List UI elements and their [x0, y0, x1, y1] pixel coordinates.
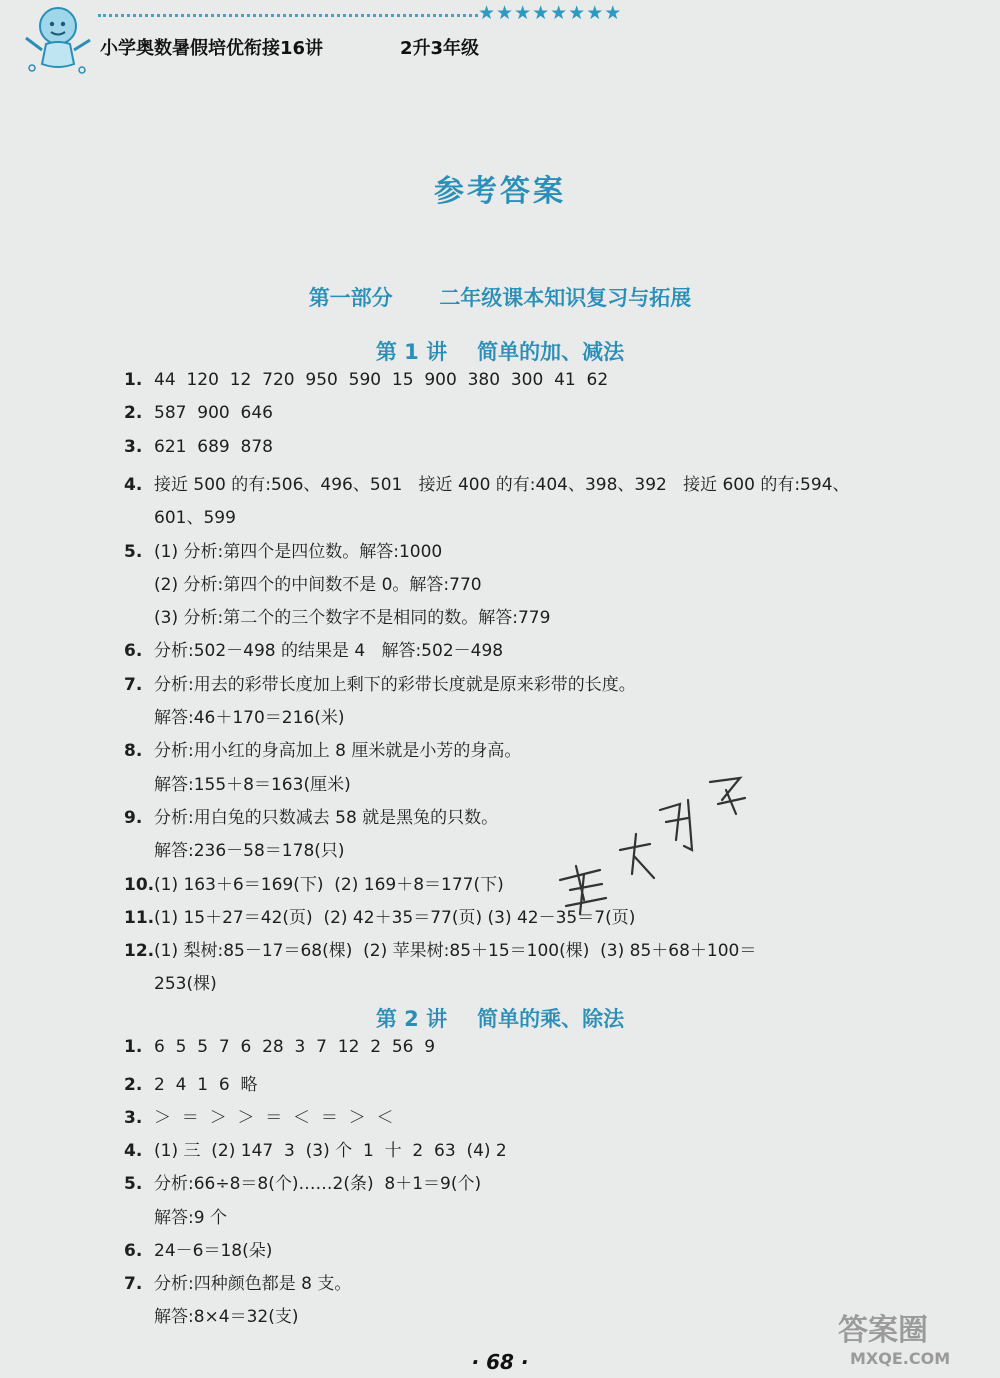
answer-line [124, 1302, 299, 1327]
answer-number: 12. [124, 941, 155, 962]
answer-number: 4. [124, 1141, 143, 1162]
answer-text: (3) 分析:第二个的三个数字不是相同的数。解答:779 [154, 608, 551, 629]
answer-line [124, 370, 608, 390]
watermark-url: MXQE.COM [850, 1349, 951, 1368]
answer-text: ＞ ＝ ＞ ＞ ＝ ＜ ＝ ＞ ＜ [154, 1108, 394, 1129]
answer-line [124, 1269, 351, 1294]
book-title: 小学奥数暑假培优衔接16讲 [100, 38, 324, 59]
answer-line [124, 1169, 481, 1194]
answer-number: 7. [124, 1273, 143, 1294]
watermark-mark: 答案圈 [838, 1313, 928, 1348]
answer-line [124, 1236, 272, 1261]
answer-line [124, 603, 550, 628]
answer-number: 7. [124, 674, 143, 695]
answer-text: (1) 15＋27＝42(页) (2) 42＋35＝77(页) (3) 42－35＝7(页) [154, 907, 636, 928]
answer-text: 6 5 5 7 6 28 3 7 12 2 56 9 [154, 1037, 436, 1057]
mascot-logo-icon [18, 0, 96, 78]
answer-line [124, 437, 273, 457]
answer-line [124, 570, 482, 595]
answer-line [124, 503, 236, 528]
answer-line [124, 1070, 258, 1095]
answer-number: 4. [124, 474, 143, 495]
answer-number: 6. [124, 641, 143, 662]
answer-text: 24－6＝18(朵) [154, 1240, 273, 1261]
answer-text: 分析:用去的彩带长度加上剩下的彩带长度就是原来彩带的长度。 [154, 674, 636, 695]
answer-text: 253(棵) [154, 974, 217, 995]
answer-line [124, 803, 498, 828]
part-label: 第一部分 [308, 286, 393, 310]
handwritten-note [540, 770, 760, 920]
answer-number: 9. [124, 807, 143, 828]
answer-text: 解答:8×4＝32(支) [154, 1306, 299, 1327]
answer-line [124, 836, 345, 861]
part-heading [0, 282, 1000, 312]
answer-line [124, 403, 273, 423]
watermark-logo [832, 1310, 992, 1370]
answer-text: 2 4 1 6 略 [154, 1075, 258, 1096]
answer-number: 5. [124, 1174, 143, 1195]
answer-text: 621 689 878 [154, 436, 273, 457]
answer-line [124, 470, 850, 495]
lesson-2-title: 简单的乘、除法 [477, 1007, 625, 1031]
answer-line [124, 703, 345, 728]
grade-label: 2升3年级 [400, 38, 480, 59]
answer-line [124, 1203, 227, 1228]
answer-text: 解答:155＋8＝163(厘米) [154, 774, 351, 795]
lesson-1-heading [0, 336, 1000, 366]
lesson-2-heading [0, 1003, 1000, 1033]
answer-number: 2. [124, 403, 143, 424]
answer-line [124, 936, 756, 961]
answer-text: 分析:四种颜色都是 8 支。 [154, 1273, 352, 1294]
answer-line [124, 537, 442, 562]
page-header [0, 0, 1000, 80]
header-stars: ★★★★★★★★ [478, 2, 623, 24]
answer-text: (1) 梨树:85－17＝68(棵) (2) 苹果树:85＋15＝100(棵) (3) 85＋68＋100＝ [154, 941, 757, 962]
answer-text: 587 900 646 [154, 403, 273, 424]
part-title: 二年级课本知识复习与拓展 [439, 286, 692, 310]
answer-text: 44 120 12 720 950 590 15 900 380 300 41 62 [154, 370, 609, 390]
lesson-1-title: 简单的加、减法 [477, 340, 625, 364]
answer-line [124, 1037, 435, 1057]
answer-text: (1) 三 (2) 147 3 (3) 个 1 十 2 63 (4) 2 [154, 1141, 507, 1162]
answer-line [124, 736, 521, 761]
answer-number: 11. [124, 907, 155, 928]
answer-number: 3. [124, 1108, 143, 1129]
answer-line [124, 770, 351, 795]
answer-number: 10. [124, 874, 155, 895]
header-dotted-line [98, 14, 478, 17]
answer-line [124, 969, 217, 994]
answer-line [124, 1136, 507, 1161]
answer-number: 5. [124, 541, 143, 562]
lesson-1-number: 第 1 讲 [375, 340, 448, 364]
answer-text: 解答:9 个 [154, 1207, 227, 1228]
answer-text: 分析:502－498 的结果是 4 解答:502－498 [154, 641, 504, 662]
answer-text: 接近 500 的有:506、496、501 接近 400 的有:404、398、392 接近 600 的有:594、 [154, 474, 850, 495]
answer-number: 1. [124, 1037, 143, 1057]
answer-text: (1) 163＋6＝169(下) (2) 169＋8＝177(下) [154, 874, 504, 895]
answer-line [124, 1103, 393, 1128]
answer-text: 601、599 [154, 508, 236, 529]
answer-number: 6. [124, 1240, 143, 1261]
answer-text: 分析:66÷8＝8(个)……2(条) 8＋1＝9(个) [154, 1174, 482, 1195]
answer-text: 解答:46＋170＝216(米) [154, 708, 345, 728]
answer-text: 解答:236－58＝178(只) [154, 841, 345, 862]
page-title: 参考答案 [434, 174, 566, 209]
answer-text: (1) 分析:第四个是四位数。解答:1000 [154, 541, 443, 562]
answer-text: 分析:用小红的身高加上 8 厘米就是小芳的身高。 [154, 741, 522, 762]
answer-line [124, 636, 503, 661]
answer-number: 3. [124, 436, 143, 457]
answer-number: 2. [124, 1075, 143, 1096]
answer-line [124, 870, 504, 895]
answer-line [124, 670, 636, 695]
answer-number: 1. [124, 370, 143, 390]
answer-number: 8. [124, 741, 143, 762]
page-number: · 68 · [471, 1350, 529, 1374]
answer-text: 分析:用白兔的只数减去 58 就是黑兔的只数。 [154, 807, 499, 828]
lesson-2-number: 第 2 讲 [375, 1007, 448, 1031]
answer-text: (2) 分析:第四个的中间数不是 0。解答:770 [154, 574, 482, 595]
